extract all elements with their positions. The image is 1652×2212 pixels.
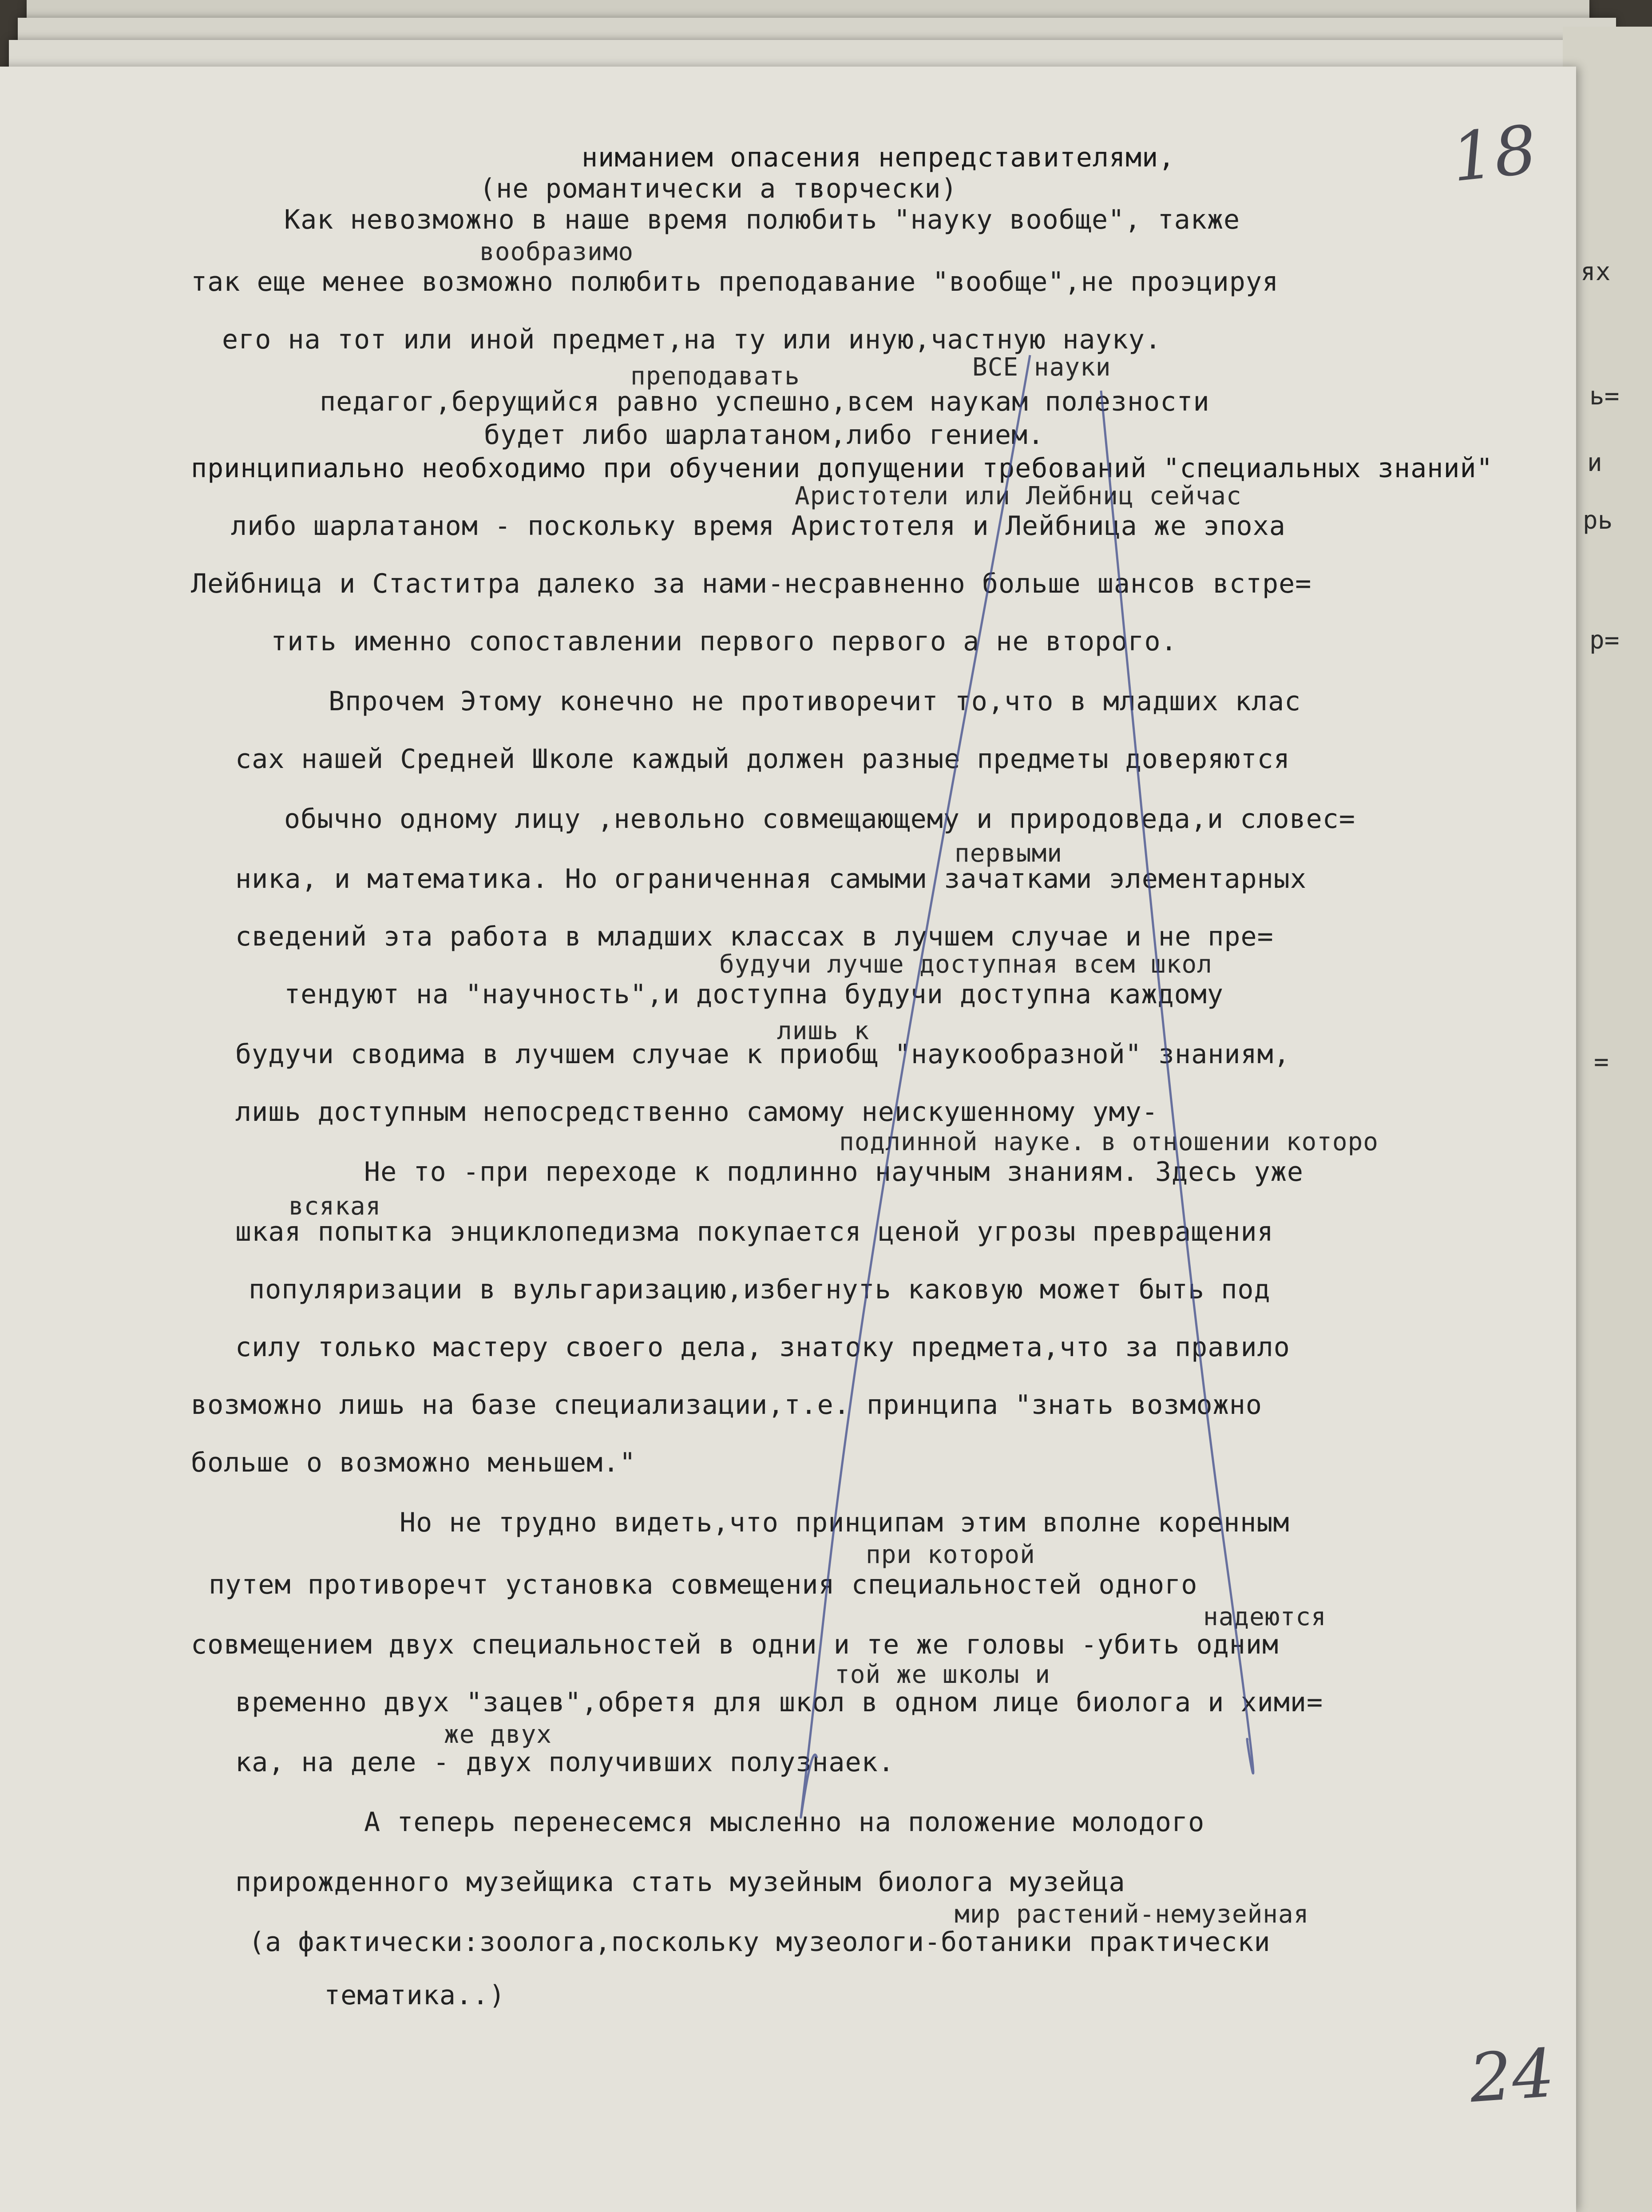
typed-line: ниманием опасения непредставителями, <box>582 142 1175 173</box>
underlying-page-edge <box>1563 27 1652 2212</box>
typed-line: (а фактически:зоолога,поскольку музеологи-ботаники практически <box>249 1927 1271 1958</box>
typed-line: тематика..) <box>324 1980 506 2011</box>
typed-insertion: же двух <box>444 1720 552 1749</box>
typed-line: сведений эта работа в младших классах в лучшем случае и не пре= <box>235 921 1274 952</box>
typed-insertion: вообразимо <box>479 237 634 266</box>
typed-line: сах нашей Средней Школе каждый должен разные предметы доверяются <box>235 744 1290 775</box>
typed-line: так еще менее возможно полюбить преподавание "вообще",не проэцируя <box>191 266 1279 297</box>
typed-line: путем противоречт установка совмещения специальностей одного <box>209 1569 1198 1600</box>
margin-fragment: р= <box>1589 626 1620 655</box>
typed-insertion: Аристотели или Лейбниц сейчас <box>795 482 1242 510</box>
typed-line: Но не трудно видеть,что принципам этим вполне коренным <box>400 1507 1290 1538</box>
typed-insertion: подлинной науке. в отношении которо <box>839 1128 1379 1156</box>
typed-line: будучи сводима в лучшем случае к приобщ "наукообразной" знаниям, <box>235 1039 1290 1070</box>
folio-number-bottom: 24 <box>1467 2034 1557 2118</box>
typed-line: Не то -при переходе к подлинно научным знаниям. Здесь уже <box>364 1156 1304 1187</box>
margin-fragment: ь= <box>1589 382 1620 411</box>
typed-insertion: преподавать <box>630 362 800 391</box>
typed-line: лишь доступным непосредственно самому неискушенному уму- <box>235 1096 1158 1128</box>
typed-line: А теперь перенесемся мысленно на положение молодого <box>364 1807 1205 1838</box>
margin-fragment: = <box>1594 1048 1609 1076</box>
folio-number-top: 18 <box>1448 111 1541 197</box>
typed-line: временно двух "зацев",обретя для школ в одном лице биолога и хими= <box>235 1687 1323 1718</box>
typed-insertion: при которой <box>866 1540 1035 1569</box>
typed-line: возможно лишь на базе специализации,т.е. принципа "знать возможно <box>191 1389 1262 1421</box>
typed-line: тендуют на "научность",и доступна будучи доступна каждому <box>284 979 1224 1010</box>
typed-line: либо шарлатаном - поскольку время Аристотеля и Лейбница же эпоха <box>231 510 1286 542</box>
typed-line: больше о возможно меньшем." <box>191 1447 636 1478</box>
typed-line: популяризации в вульгаризацию,избегнуть каковую может быть под <box>249 1274 1271 1305</box>
typed-insertion: всякая <box>289 1192 381 1221</box>
typed-line: принципиально необходимо при обучении допущении требований "специальных знаний" <box>191 453 1493 484</box>
typed-line: (не романтически а творчески) <box>479 173 958 204</box>
typed-insertion: первыми <box>955 839 1063 868</box>
typed-insertion: той же школы и <box>835 1660 1051 1689</box>
typed-insertion: мир растений-немузейная <box>955 1900 1309 1929</box>
typed-line: тить именно сопоставлении первого первого а не второго. <box>271 626 1177 657</box>
typed-line: будет либо шарлатаном,либо гением. <box>484 419 1045 451</box>
typed-insertion: лишь к <box>777 1017 870 1045</box>
typed-insertion: ВСЕ науки <box>972 353 1111 382</box>
typed-line: ника, и математика. Но ограниченная самыми зачатками элементарных <box>235 863 1307 894</box>
typed-line: Впрочем Этому конечно не противоречит то,что в младших клас <box>329 686 1301 717</box>
typed-line: его на тот или иной предмет,на ту или иную,частную науку. <box>222 324 1162 355</box>
typed-insertion: надеются <box>1203 1603 1327 1631</box>
typewritten-page <box>0 67 1576 2212</box>
margin-fragment: ях <box>1581 257 1611 286</box>
typed-line: обычно одному лицу ,невольно совмещающему и природоведа,и словес= <box>284 803 1355 835</box>
typed-line: Лейбница и Стаститра далеко за нами-несравненно больше шансов встре= <box>191 568 1312 599</box>
typed-line: Как невозможно в наше время полюбить "науку вообще", также <box>284 204 1240 235</box>
margin-fragment: и <box>1587 448 1602 477</box>
typed-line: шкая попытка энциклопедизма покупается ценой угрозы превращения <box>235 1216 1274 1247</box>
typed-line: прирожденного музейщика стать музейным биолога музейца <box>235 1867 1125 1898</box>
margin-fragment: рь <box>1583 506 1613 535</box>
typed-line: совмещением двух специальностей в одни и те же головы -убить одним <box>191 1629 1279 1660</box>
typed-line: педагог,берущийся равно успешно,всем наукам полезности <box>320 386 1210 417</box>
typed-line: ка, на деле - двух получивших полузнаек. <box>235 1747 895 1778</box>
typed-insertion: будучи лучше доступная всем школ <box>719 950 1212 979</box>
typed-line: силу только мастеру своего дела, знатоку предмета,что за правило <box>235 1332 1290 1363</box>
